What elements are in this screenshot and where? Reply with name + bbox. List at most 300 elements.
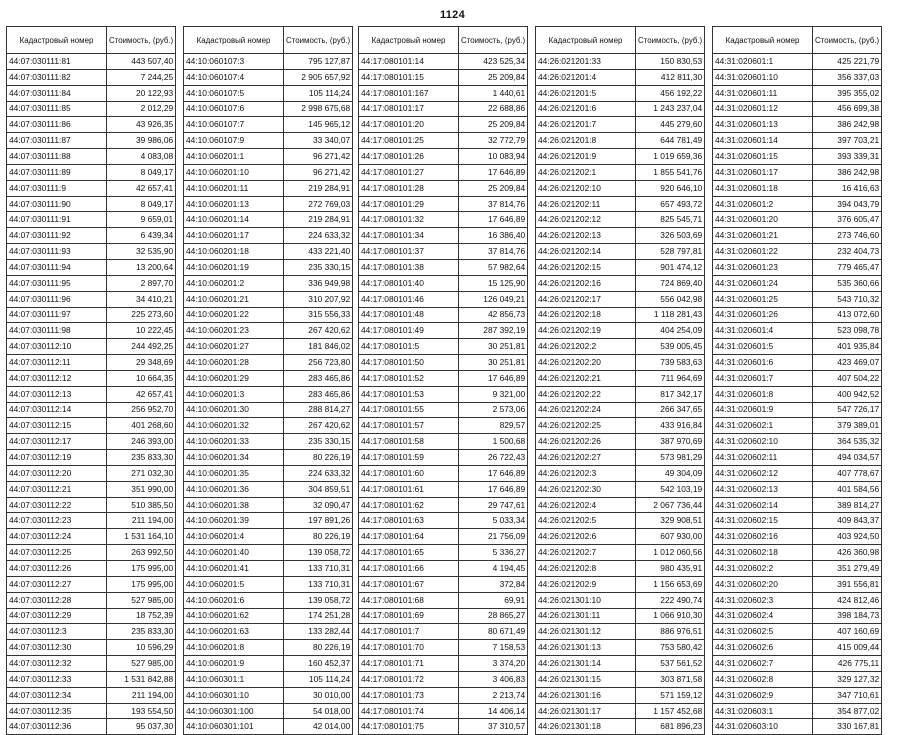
table-row: [7, 529, 176, 545]
cost-cell: 283 465,86: [284, 386, 353, 402]
table-row: [713, 703, 882, 719]
cadastral-number-cell: 44:10:060201:40: [184, 545, 284, 561]
table-row: [536, 576, 705, 592]
cost-cell: 17 646,89: [459, 370, 528, 386]
cadastral-number-cell: 44:07:030111:89: [7, 164, 107, 180]
table-row: [713, 244, 882, 260]
table-row: [359, 545, 528, 561]
cost-cell: 32 090,47: [284, 497, 353, 513]
cost-cell: 644 781,49: [636, 133, 705, 149]
cost-cell: 145 965,12: [284, 117, 353, 133]
cadastral-number-cell: 44:26:021202:16: [536, 275, 636, 291]
cost-cell: 235 833,30: [107, 624, 176, 640]
cadastral-number-cell: 44:17:080101:53: [359, 386, 459, 402]
cadastral-number-cell: 44:17:080101:67: [359, 576, 459, 592]
cost-cell: 310 207,92: [284, 291, 353, 307]
table-row: [7, 164, 176, 180]
table-row: [713, 608, 882, 624]
table-row: [536, 259, 705, 275]
cadastral-number-cell: 44:17:080101:52: [359, 370, 459, 386]
table-row: [536, 164, 705, 180]
cadastral-number-cell: 44:07:030111:98: [7, 323, 107, 339]
cost-cell: 37 814,76: [459, 244, 528, 260]
cost-cell: 25 209,84: [459, 180, 528, 196]
cadastral-table: [535, 26, 705, 735]
cadastral-number-cell: 44:07:030111:92: [7, 228, 107, 244]
table-row: [184, 244, 353, 260]
cadastral-number-cell: 44:26:021202:2: [536, 339, 636, 355]
cost-cell: 42 856,73: [459, 307, 528, 323]
cost-cell: 413 072,60: [813, 307, 882, 323]
cost-cell: 283 465,86: [284, 370, 353, 386]
table-row: [359, 228, 528, 244]
table-row: [184, 719, 353, 735]
cost-cell: 16 416,63: [813, 180, 882, 196]
cost-cell: 423 525,34: [459, 54, 528, 70]
cadastral-number-cell: 44:10:060201:22: [184, 307, 284, 323]
table-row: [7, 703, 176, 719]
table-row: [184, 54, 353, 70]
cadastral-number-cell: 44:31:020601:14: [713, 133, 813, 149]
cost-cell: 16 386,40: [459, 228, 528, 244]
cost-cell: 49 304,09: [636, 465, 705, 481]
table-row: [359, 450, 528, 466]
cadastral-number-cell: 44:26:021201:8: [536, 133, 636, 149]
cadastral-number-cell: 44:17:080101:59: [359, 450, 459, 466]
cost-cell: 1 118 281,43: [636, 307, 705, 323]
table-row: [713, 355, 882, 371]
cost-cell: 523 098,78: [813, 323, 882, 339]
cadastral-number-cell: 44:26:021202:5: [536, 513, 636, 529]
cadastral-number-cell: 44:07:030112:14: [7, 402, 107, 418]
table-row: [359, 370, 528, 386]
table-row: [184, 561, 353, 577]
table-row: [713, 339, 882, 355]
table-row: [7, 355, 176, 371]
table-row: [184, 418, 353, 434]
cadastral-number-cell: 44:31:020601:4: [713, 323, 813, 339]
table-row: [184, 386, 353, 402]
table-row: [359, 244, 528, 260]
table-row: [184, 307, 353, 323]
cadastral-number-cell: 44:26:021202:3: [536, 465, 636, 481]
table-row: [536, 719, 705, 735]
cadastral-number-cell: 44:31:020601:23: [713, 259, 813, 275]
cadastral-number-cell: 44:07:030112:23: [7, 513, 107, 529]
cost-cell: 288 814,27: [284, 402, 353, 418]
cost-cell: 681 896,23: [636, 719, 705, 735]
cost-cell: 267 420,62: [284, 323, 353, 339]
cadastral-number-cell: 44:26:021202:20: [536, 355, 636, 371]
cost-cell: 30 010,00: [284, 687, 353, 703]
table-row: [184, 196, 353, 212]
table-row: [7, 291, 176, 307]
cadastral-number-cell: 44:07:030112:35: [7, 703, 107, 719]
table-row: [359, 481, 528, 497]
cadastral-number-cell: 44:31:020601:6: [713, 355, 813, 371]
cadastral-number-cell: 44:31:020601:24: [713, 275, 813, 291]
cost-cell: 354 877,02: [813, 703, 882, 719]
cadastral-number-cell: 44:31:020601:22: [713, 244, 813, 260]
cadastral-number-cell: 44:26:021202:4: [536, 497, 636, 513]
table-row: [7, 656, 176, 672]
cost-cell: 271 032,30: [107, 465, 176, 481]
cadastral-number-cell: 44:26:021201:9: [536, 149, 636, 165]
table-row: [184, 85, 353, 101]
cost-cell: 433 221,40: [284, 244, 353, 260]
cadastral-number-cell: 44:26:021202:30: [536, 481, 636, 497]
cost-cell: 224 633,32: [284, 465, 353, 481]
table-row: [359, 719, 528, 735]
cost-cell: 133 710,31: [284, 561, 353, 577]
cost-cell: 407 160,69: [813, 624, 882, 640]
cadastral-number-cell: 44:07:030112:15: [7, 418, 107, 434]
table-row: [7, 434, 176, 450]
cadastral-number-cell: 44:10:060107:9: [184, 133, 284, 149]
table-row: [359, 513, 528, 529]
table-row: [7, 513, 176, 529]
cadastral-number-cell: 44:07:030112:3: [7, 624, 107, 640]
cadastral-number-cell: 44:07:030112:28: [7, 592, 107, 608]
table-row: [184, 640, 353, 656]
table-row: [713, 228, 882, 244]
table-row: [713, 275, 882, 291]
header-cost: Стоимость, (руб.): [459, 27, 528, 54]
cadastral-number-cell: 44:26:021301:16: [536, 687, 636, 703]
cadastral-number-cell: 44:31:020601:12: [713, 101, 813, 117]
table-row: [713, 85, 882, 101]
cost-cell: 336 949,98: [284, 275, 353, 291]
cost-cell: 7 244,25: [107, 69, 176, 85]
table-row: [359, 54, 528, 70]
table-row: [184, 576, 353, 592]
cost-cell: 829,57: [459, 418, 528, 434]
cost-cell: 175 995,00: [107, 576, 176, 592]
cadastral-number-cell: 44:31:020603:1: [713, 703, 813, 719]
table-row: [536, 149, 705, 165]
cost-cell: 32 772,79: [459, 133, 528, 149]
table-row: [7, 307, 176, 323]
cost-cell: 412 811,30: [636, 69, 705, 85]
table-row: [536, 450, 705, 466]
cadastral-number-cell: 44:10:060201:1: [184, 149, 284, 165]
cost-cell: 1 500,68: [459, 434, 528, 450]
table-row: [536, 434, 705, 450]
table-row: [7, 54, 176, 70]
table-row: [7, 101, 176, 117]
table-row: [7, 228, 176, 244]
table-row: [359, 291, 528, 307]
cost-cell: 329 908,51: [636, 513, 705, 529]
cost-cell: 389 814,27: [813, 497, 882, 513]
cadastral-number-cell: 44:10:060201:27: [184, 339, 284, 355]
header-cadastral-number: Кадастровый номер: [184, 27, 284, 54]
cadastral-number-cell: 44:10:060201:3: [184, 386, 284, 402]
table-row: [359, 434, 528, 450]
table-row: [7, 561, 176, 577]
cadastral-number-cell: 44:31:020601:26: [713, 307, 813, 323]
table-row: [359, 355, 528, 371]
cadastral-number-cell: 44:07:030111:93: [7, 244, 107, 260]
cadastral-number-cell: 44:31:020601:20: [713, 212, 813, 228]
cost-cell: 15 125,90: [459, 275, 528, 291]
cost-cell: 57 982,64: [459, 259, 528, 275]
table-row: [713, 640, 882, 656]
cadastral-number-cell: 44:31:020602:16: [713, 529, 813, 545]
cadastral-number-cell: 44:31:020601:1: [713, 54, 813, 70]
cost-cell: 547 726,17: [813, 402, 882, 418]
cost-cell: 211 194,00: [107, 513, 176, 529]
table-row: [536, 545, 705, 561]
cadastral-number-cell: 44:17:080101:71: [359, 656, 459, 672]
cost-cell: 510 385,50: [107, 497, 176, 513]
cost-cell: 28 865,27: [459, 608, 528, 624]
cost-cell: 17 646,89: [459, 164, 528, 180]
table-row: [184, 687, 353, 703]
cadastral-number-cell: 44:17:080101:60: [359, 465, 459, 481]
table-row: [713, 576, 882, 592]
page-number: 1124: [439, 9, 466, 21]
cadastral-number-cell: 44:10:060107:4: [184, 69, 284, 85]
cadastral-number-cell: 44:31:020602:15: [713, 513, 813, 529]
cadastral-number-cell: 44:07:030111:87: [7, 133, 107, 149]
table-row: [713, 402, 882, 418]
cost-cell: 753 580,42: [636, 640, 705, 656]
cadastral-number-cell: 44:31:020601:21: [713, 228, 813, 244]
table-row: [536, 513, 705, 529]
cost-cell: 425 221,79: [813, 54, 882, 70]
cadastral-number-cell: 44:26:021202:7: [536, 545, 636, 561]
cadastral-number-cell: 44:31:020601:5: [713, 339, 813, 355]
cost-cell: 3 406,83: [459, 671, 528, 687]
cost-cell: 133 282,44: [284, 624, 353, 640]
table-row: [713, 592, 882, 608]
table-row: [7, 576, 176, 592]
table-row: [7, 133, 176, 149]
table-row: [184, 259, 353, 275]
cost-cell: 30 251,81: [459, 339, 528, 355]
cadastral-number-cell: 44:31:020601:15: [713, 149, 813, 165]
cadastral-number-cell: 44:31:020602:5: [713, 624, 813, 640]
cost-cell: 42 014,00: [284, 719, 353, 735]
cadastral-number-cell: 44:31:020602:2: [713, 561, 813, 577]
cost-cell: 1 440,61: [459, 85, 528, 101]
cadastral-number-cell: 44:10:060301:100: [184, 703, 284, 719]
cadastral-number-cell: 44:07:030111:9: [7, 180, 107, 196]
cadastral-number-cell: 44:10:060201:13: [184, 196, 284, 212]
cost-cell: 795 127,87: [284, 54, 353, 70]
cost-cell: 657 493,72: [636, 196, 705, 212]
cost-cell: 235 330,15: [284, 434, 353, 450]
cadastral-number-cell: 44:31:020602:9: [713, 687, 813, 703]
header-cadastral-number: Кадастровый номер: [359, 27, 459, 54]
cadastral-number-cell: 44:10:060107:6: [184, 101, 284, 117]
cadastral-number-cell: 44:31:020602:10: [713, 434, 813, 450]
cost-cell: 330 167,81: [813, 719, 882, 735]
table-row: [184, 465, 353, 481]
table-row: [7, 671, 176, 687]
table-row: [184, 703, 353, 719]
cadastral-number-cell: 44:26:021202:10: [536, 180, 636, 196]
table-row: [536, 608, 705, 624]
cadastral-number-cell: 44:07:030111:94: [7, 259, 107, 275]
table-row: [184, 624, 353, 640]
cost-cell: 29 348,69: [107, 355, 176, 371]
cadastral-number-cell: 44:26:021202:19: [536, 323, 636, 339]
cost-cell: 10 222,45: [107, 323, 176, 339]
table-row: [359, 101, 528, 117]
cadastral-number-cell: 44:07:030111:82: [7, 69, 107, 85]
table-row: [359, 576, 528, 592]
table-row: [184, 592, 353, 608]
cost-cell: 25 209,84: [459, 117, 528, 133]
table-row: [7, 418, 176, 434]
table-row: [7, 180, 176, 196]
cadastral-number-cell: 44:17:080101:65: [359, 545, 459, 561]
cost-cell: 433 916,84: [636, 418, 705, 434]
cadastral-number-cell: 44:26:021202:11: [536, 196, 636, 212]
cost-cell: 225 273,60: [107, 307, 176, 323]
cadastral-number-cell: 44:10:060107:7: [184, 117, 284, 133]
table-row: [713, 196, 882, 212]
cadastral-number-cell: 44:17:080101:48: [359, 307, 459, 323]
cadastral-number-cell: 44:10:060201:17: [184, 228, 284, 244]
cost-cell: 126 049,21: [459, 291, 528, 307]
cadastral-number-cell: 44:26:021301:10: [536, 592, 636, 608]
cadastral-number-cell: 44:07:030112:26: [7, 561, 107, 577]
cadastral-number-cell: 44:07:030111:88: [7, 149, 107, 165]
cost-cell: 386 242,98: [813, 117, 882, 133]
cost-cell: 267 420,62: [284, 418, 353, 434]
cost-cell: 17 646,89: [459, 465, 528, 481]
cadastral-number-cell: 44:07:030112:11: [7, 355, 107, 371]
cadastral-number-cell: 44:31:020602:20: [713, 576, 813, 592]
cadastral-number-cell: 44:07:030112:32: [7, 656, 107, 672]
cost-cell: 387 970,69: [636, 434, 705, 450]
cost-cell: 379 389,01: [813, 418, 882, 434]
table-row: [359, 212, 528, 228]
cost-cell: 401 584,56: [813, 481, 882, 497]
cadastral-number-cell: 44:07:030112:13: [7, 386, 107, 402]
cadastral-number-cell: 44:17:080101:64: [359, 529, 459, 545]
table-row: [536, 323, 705, 339]
cost-cell: 4 194,45: [459, 561, 528, 577]
cost-cell: 150 830,53: [636, 54, 705, 70]
cost-cell: 2 897,70: [107, 275, 176, 291]
table-header-row: [536, 27, 705, 54]
table-row: [713, 149, 882, 165]
table-row: [713, 212, 882, 228]
table-row: [713, 434, 882, 450]
cadastral-number-cell: 44:31:020602:12: [713, 465, 813, 481]
cost-cell: 711 964,69: [636, 370, 705, 386]
cost-cell: 222 490,74: [636, 592, 705, 608]
table-row: [536, 640, 705, 656]
cost-cell: 30 251,81: [459, 355, 528, 371]
cadastral-number-cell: 44:17:080101:61: [359, 481, 459, 497]
table-row: [536, 212, 705, 228]
cadastral-number-cell: 44:10:060201:29: [184, 370, 284, 386]
table-row: [359, 149, 528, 165]
table-row: [359, 180, 528, 196]
cadastral-number-cell: 44:10:060301:10: [184, 687, 284, 703]
cadastral-number-cell: 44:26:021202:25: [536, 418, 636, 434]
cost-cell: 403 924,50: [813, 529, 882, 545]
table-row: [713, 624, 882, 640]
cost-cell: 272 769,03: [284, 196, 353, 212]
cost-cell: 105 114,24: [284, 671, 353, 687]
table-row: [713, 719, 882, 735]
cost-cell: 2 573,06: [459, 402, 528, 418]
table-row: [184, 481, 353, 497]
cadastral-number-cell: 44:17:080101:58: [359, 434, 459, 450]
cadastral-number-cell: 44:07:030112:21: [7, 481, 107, 497]
cadastral-number-cell: 44:26:021202:9: [536, 576, 636, 592]
table-row: [7, 149, 176, 165]
cadastral-number-cell: 44:10:060201:36: [184, 481, 284, 497]
cost-cell: 347 710,61: [813, 687, 882, 703]
cadastral-number-cell: 44:17:080101:25: [359, 133, 459, 149]
cadastral-number-cell: 44:26:021201:4: [536, 69, 636, 85]
table-row: [536, 656, 705, 672]
table-row: [536, 370, 705, 386]
cost-cell: 304 859,51: [284, 481, 353, 497]
table-row: [359, 339, 528, 355]
cadastral-number-cell: 44:31:020602:6: [713, 640, 813, 656]
cost-cell: 401 268,60: [107, 418, 176, 434]
cadastral-number-cell: 44:17:080101:69: [359, 608, 459, 624]
table-row: [536, 307, 705, 323]
cadastral-number-cell: 44:07:030112:24: [7, 529, 107, 545]
cadastral-number-cell: 44:10:060201:6: [184, 592, 284, 608]
cost-cell: 34 410,21: [107, 291, 176, 307]
table-row: [713, 323, 882, 339]
cost-cell: 42 657,41: [107, 386, 176, 402]
cost-cell: 80 671,49: [459, 624, 528, 640]
cost-cell: 193 554,50: [107, 703, 176, 719]
cost-cell: 37 814,76: [459, 196, 528, 212]
cost-cell: 407 778,67: [813, 465, 882, 481]
cadastral-number-cell: 44:10:060301:1: [184, 671, 284, 687]
table-row: [359, 465, 528, 481]
cadastral-number-cell: 44:31:020601:7: [713, 370, 813, 386]
cost-cell: 537 561,52: [636, 656, 705, 672]
table-row: [7, 640, 176, 656]
cost-cell: 32 535,90: [107, 244, 176, 260]
cost-cell: 395 355,02: [813, 85, 882, 101]
cadastral-table: [712, 26, 882, 735]
table-row: [536, 481, 705, 497]
cadastral-number-cell: 44:17:080101:17: [359, 101, 459, 117]
cadastral-number-cell: 44:07:030111:84: [7, 85, 107, 101]
cadastral-number-cell: 44:17:080101:27: [359, 164, 459, 180]
table-row: [713, 465, 882, 481]
cost-cell: 8 049,17: [107, 196, 176, 212]
cost-cell: 527 985,00: [107, 656, 176, 672]
cost-cell: 10 596,29: [107, 640, 176, 656]
table-row: [359, 624, 528, 640]
cadastral-number-cell: 44:10:060107:3: [184, 54, 284, 70]
cadastral-number-cell: 44:10:060201:39: [184, 513, 284, 529]
cost-cell: 1 531 842,88: [107, 671, 176, 687]
cost-cell: 494 034,57: [813, 450, 882, 466]
cadastral-number-cell: 44:17:080101:63: [359, 513, 459, 529]
table-row: [359, 386, 528, 402]
cadastral-number-cell: 44:31:020602:14: [713, 497, 813, 513]
table-row: [184, 133, 353, 149]
cost-cell: 556 042,98: [636, 291, 705, 307]
table-row: [7, 687, 176, 703]
